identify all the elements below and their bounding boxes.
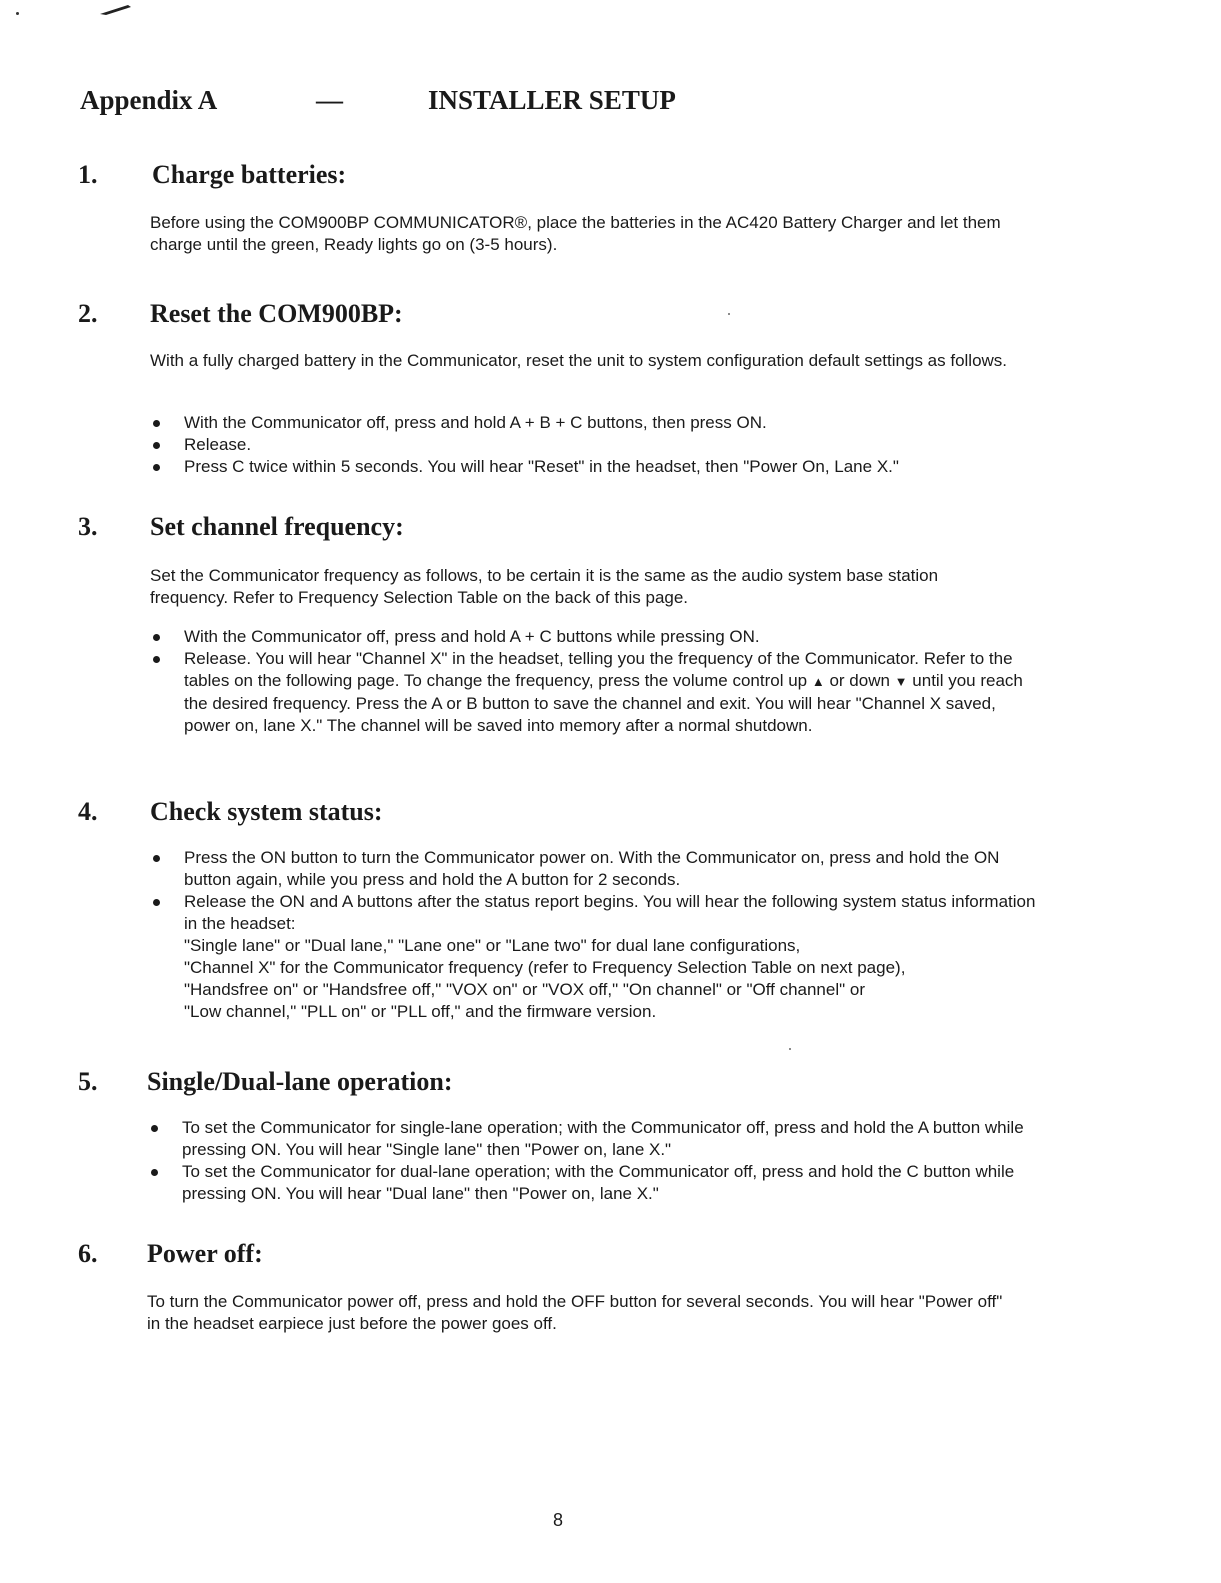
scan-artifact-dot bbox=[16, 12, 19, 15]
scan-artifact-mark bbox=[98, 2, 134, 18]
reset-steps-list bbox=[150, 412, 1040, 478]
section-title: Set channel frequency: bbox=[150, 512, 404, 541]
lane-steps-list bbox=[148, 1117, 1038, 1205]
scan-speck bbox=[789, 1048, 791, 1050]
list-item: With the Communicator off, press and hold A + B + C buttons, then press ON. bbox=[150, 412, 1040, 434]
section-paragraph: To turn the Communicator power off, press and hold the OFF button for several seconds. You will hear "Power off" in the headset earpiece just before the power goes off. bbox=[147, 1292, 1003, 1333]
page-heading bbox=[80, 82, 780, 118]
section-number: 5. bbox=[78, 1067, 98, 1096]
status-line: "Handsfree on" or "Handsfree off," "VOX on" or "VOX off," "On channel" or "Off channel" or bbox=[184, 980, 865, 999]
frequency-steps-list bbox=[150, 626, 1040, 737]
section-title: Charge batteries: bbox=[152, 160, 347, 189]
section-title: Reset the COM900BP: bbox=[150, 299, 403, 328]
status-line: "Low channel," "PLL on" or "PLL off," and the firmware version. bbox=[184, 1002, 657, 1021]
section-paragraph: Set the Communicator frequency as follows, to be certain it is the same as the audio system base station frequency. Refer to Frequency Selection Table on the back of this page. bbox=[150, 566, 939, 607]
section-number: 4. bbox=[78, 797, 98, 826]
release-text-middle: or down bbox=[829, 671, 890, 690]
list-item bbox=[150, 891, 1040, 1023]
section-number: 6. bbox=[78, 1239, 98, 1268]
list-item: Press C twice within 5 seconds. You will hear "Reset" in the headset, then "Power On, Lane X." bbox=[150, 456, 1040, 478]
status-steps-list bbox=[150, 847, 1040, 1023]
list-item: To set the Communicator for dual-lane operation; with the Communicator off, press and hold the C button while pressing ON. You will hear "Dual lane" then "Power on, lane X." bbox=[148, 1161, 1038, 1205]
appendix-label: Appendix A bbox=[80, 85, 218, 115]
release-text-end: until you reach the desired frequency. Press the A or B button to save the channel and exit. You will hear "Channel X saved, power on, lane X." The channel will be saved into memory after a normal shutdown. bbox=[184, 671, 1023, 735]
list-item: Press the ON button to turn the Communicator power on. With the Communicator on, press and hold the ON button again, while you press and hold the A button for 2 seconds. bbox=[150, 847, 1040, 891]
section-paragraph: With a fully charged battery in the Communicator, reset the unit to system configuration default settings as follows. bbox=[150, 351, 1008, 370]
section-number: 2. bbox=[78, 299, 98, 328]
volume-down-arrow-icon: ▼ bbox=[894, 674, 908, 689]
list-item bbox=[150, 648, 1040, 737]
release-text-start: Release. You will hear "Channel X" in the headset, telling you the frequency of the Communicator. Refer to the tables on the following page. To change the frequency, press the volume control up bbox=[184, 649, 1013, 690]
list-item: To set the Communicator for single-lane operation; with the Communicator off, press and hold the A button while pressing ON. You will hear "Single lane" then "Power on, lane X." bbox=[148, 1117, 1038, 1161]
section-title: Check system status: bbox=[150, 797, 383, 826]
page-number: 8 bbox=[552, 1510, 563, 1530]
status-lead: Release the ON and A buttons after the status report begins. You will hear the following system status information in the headset: bbox=[184, 892, 1036, 933]
section-title: Single/Dual-lane operation: bbox=[147, 1067, 453, 1096]
list-item: With the Communicator off, press and hold A + C buttons while pressing ON. bbox=[150, 626, 1040, 648]
heading-dash: — bbox=[316, 85, 343, 115]
scan-speck bbox=[728, 313, 730, 315]
section-number: 1. bbox=[78, 160, 98, 189]
section-number: 3. bbox=[78, 512, 98, 541]
status-line: "Channel X" for the Communicator frequency (refer to Frequency Selection Table on next page), bbox=[184, 958, 906, 977]
section-title: Power off: bbox=[147, 1239, 263, 1268]
status-line: "Single lane" or "Dual lane," "Lane one" or "Lane two" for dual lane configurations, bbox=[184, 936, 801, 955]
volume-up-arrow-icon: ▲ bbox=[811, 674, 825, 689]
list-item: Release. bbox=[150, 434, 1040, 456]
section-paragraph: Before using the COM900BP COMMUNICATOR®, place the batteries in the AC420 Battery Charger and let them charge until the green, Ready lights go on (3-5 hours). bbox=[150, 213, 1001, 254]
page-title: INSTALLER SETUP bbox=[428, 85, 676, 115]
